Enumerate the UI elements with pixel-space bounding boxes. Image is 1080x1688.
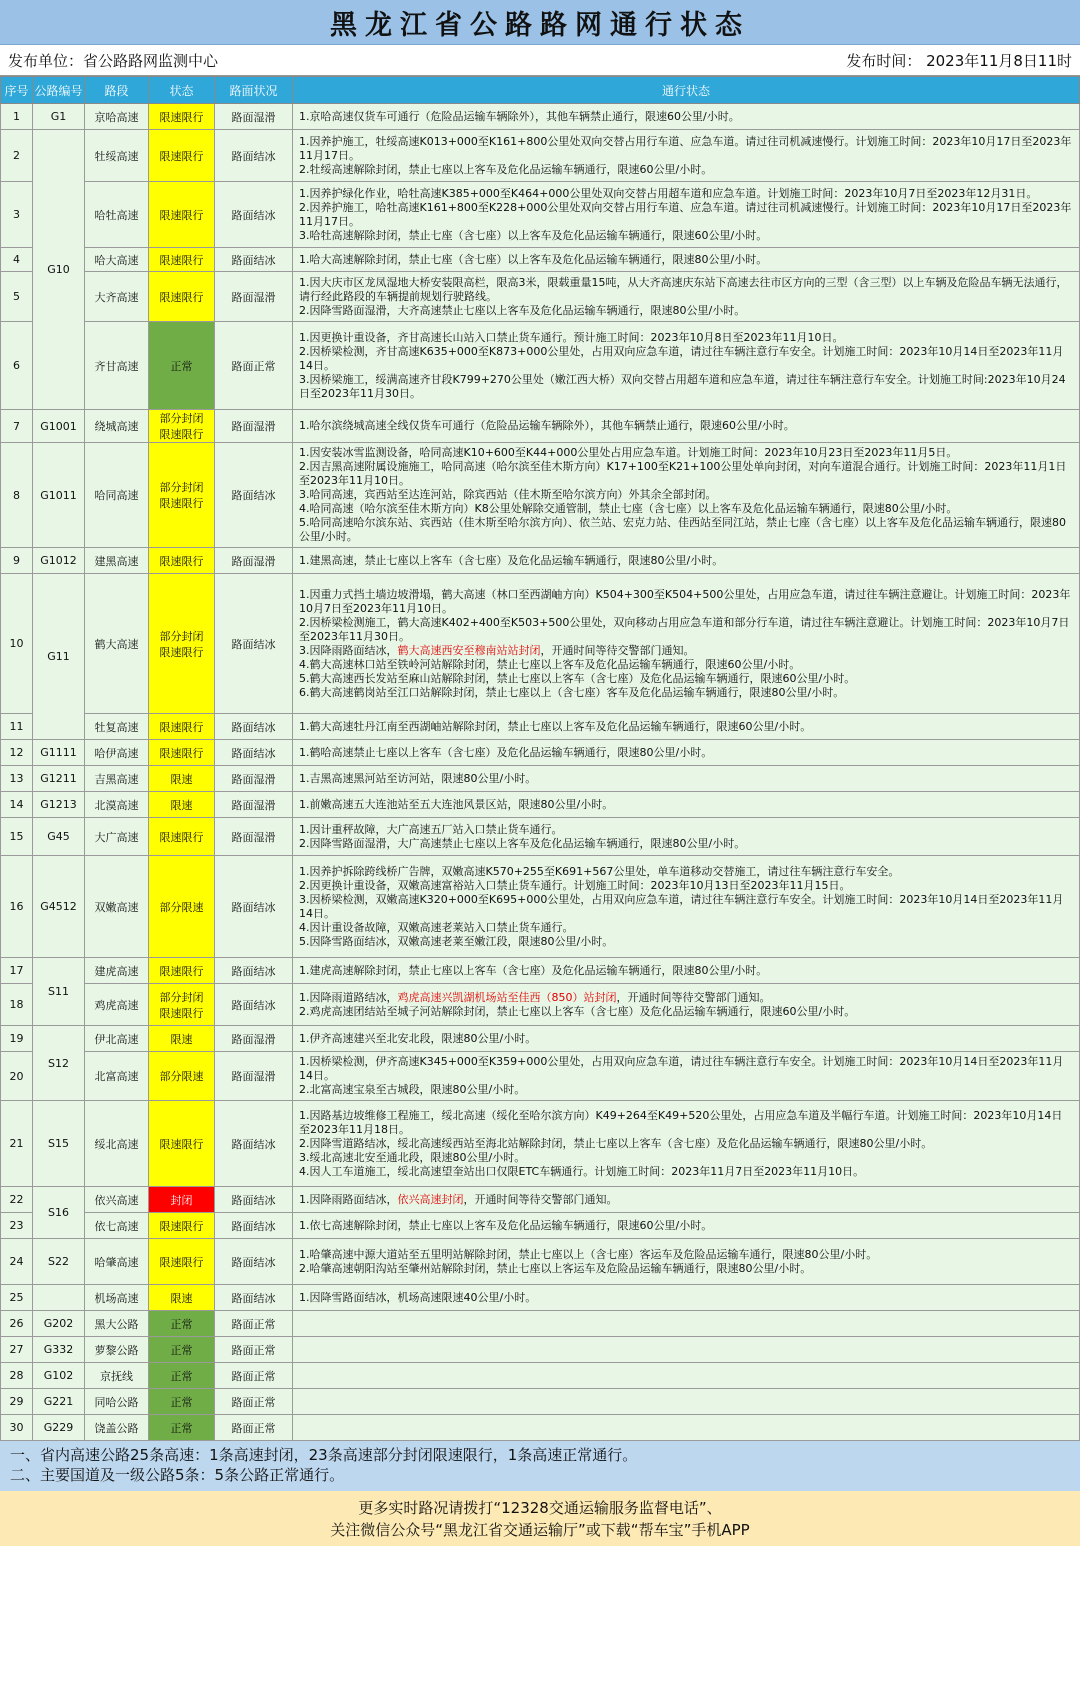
highway-code	[33, 1285, 85, 1311]
traffic-detail	[293, 792, 1080, 818]
highway-code: G4512	[33, 856, 85, 958]
surface-condition: 路面正常	[215, 1311, 293, 1337]
surface-condition: 路面湿滑	[215, 792, 293, 818]
status-badge: 限速限行	[149, 104, 215, 130]
traffic-detail	[293, 548, 1080, 574]
header-code: 公路编号	[33, 77, 85, 104]
traffic-detail	[293, 1239, 1080, 1285]
closure-highlight: 依兴高速封闭	[397, 1192, 464, 1206]
detail-line: 1.鹤大高速牡丹江南至西湖岫站解除封闭，禁止七座以上客车及危化品运输车辆通行，限速60公里/小时。	[299, 719, 812, 733]
row-number: 16	[1, 856, 33, 958]
row-number: 13	[1, 766, 33, 792]
traffic-detail	[293, 1337, 1080, 1363]
status-badge: 限速限行	[149, 182, 215, 248]
status-text: 部分封闭 限速限行	[159, 629, 204, 659]
contact-line: 关注微信公众号“黑龙江省交通运输厅”或下载“帮车宝”手机APP	[330, 1521, 750, 1539]
status-badge: 限速	[149, 1026, 215, 1052]
traffic-detail	[293, 984, 1080, 1026]
row-number: 24	[1, 1239, 33, 1285]
detail-line: 1.因养护绿化作业，哈牡高速K385+000至K464+000公里处双向交替占用超车道和应急车道。计划施工时间：2023年10月7日至2023年12月31日。	[299, 186, 1038, 200]
highway-code: S15	[33, 1101, 85, 1187]
detail-line: 1.因更换计重设备，齐甘高速长山站入口禁止货车通行。预计施工时间：2023年10月8日至2023年11月10日。	[299, 330, 844, 344]
road-section: 同哈公路	[85, 1389, 149, 1415]
highway-code: G45	[33, 818, 85, 856]
table-row	[1, 714, 1080, 740]
highway-code: G1213	[33, 792, 85, 818]
detail-line: 1.建虎高速解除封闭，禁止七座以上客车（含七座）及危化品运输车辆通行，限速80公里/小时。	[299, 963, 768, 977]
surface-condition: 路面正常	[215, 1337, 293, 1363]
surface-condition: 路面湿滑	[215, 1026, 293, 1052]
table-row	[1, 322, 1080, 410]
table-row	[1, 1285, 1080, 1311]
surface-condition: 路面结冰	[215, 1285, 293, 1311]
detail-line: 5.因降雪路面结冰，双嫩高速老莱至嫩江段，限速80公里/小时。	[299, 934, 614, 948]
surface-condition: 路面湿滑	[215, 1052, 293, 1101]
road-section: 牡复高速	[85, 714, 149, 740]
traffic-detail	[293, 1101, 1080, 1187]
detail-line: 2.因桥梁检测施工，鹤大高速K402+400至K503+500公里处，双向移动占用应急车道和部分行车道，请过往车辆注意避让。计划施工时间：2023年10月7日至2023年11月30日。	[299, 615, 1070, 643]
road-section: 哈伊高速	[85, 740, 149, 766]
detail-line: 4.因计重设备故障，双嫩高速老莱站入口禁止货车通行。	[299, 920, 574, 934]
table-row	[1, 792, 1080, 818]
surface-condition: 路面湿滑	[215, 272, 293, 322]
road-section: 绕城高速	[85, 410, 149, 443]
road-section: 大齐高速	[85, 272, 149, 322]
surface-condition: 路面正常	[215, 1415, 293, 1441]
publish-time: 发布时间： 2023年11月8日11时	[846, 51, 1072, 70]
surface-condition: 路面结冰	[215, 1187, 293, 1213]
road-section: 萝黎公路	[85, 1337, 149, 1363]
table-row	[1, 1311, 1080, 1337]
highway-code: G229	[33, 1415, 85, 1441]
row-number: 28	[1, 1363, 33, 1389]
row-number: 21	[1, 1101, 33, 1187]
status-badge: 限速限行	[149, 272, 215, 322]
status-text: 部分封闭 限速限行	[159, 481, 204, 510]
road-section: 绥北高速	[85, 1101, 149, 1187]
status-badge: 正常	[149, 1415, 215, 1441]
detail-line: 2.因降雪路面湿滑，大齐高速禁止七座以上客车及危化品运输车辆通行，限速80公里/小时。	[299, 303, 746, 317]
highway-code: G1012	[33, 548, 85, 574]
surface-condition: 路面正常	[215, 1389, 293, 1415]
detail-line: 1.因降雪路面结冰，机场高速限速40公里/小时。	[299, 1290, 537, 1304]
publish-bar	[0, 45, 1080, 76]
road-section: 北富高速	[85, 1052, 149, 1101]
status-badge: 正常	[149, 1337, 215, 1363]
road-section: 双嫩高速	[85, 856, 149, 958]
road-section: 哈牡高速	[85, 182, 149, 248]
traffic-detail	[293, 1285, 1080, 1311]
detail-line: 2.因降雪路面湿滑，大广高速禁止七座以上客车及危化品运输车辆通行，限速80公里/小时。	[299, 836, 746, 850]
row-number: 7	[1, 410, 33, 443]
status-badge	[149, 984, 215, 1026]
surface-condition: 路面结冰	[215, 714, 293, 740]
road-section: 建黑高速	[85, 548, 149, 574]
detail-line: 3.绥北高速北安至通北段，限速80公里/小时。	[299, 1150, 526, 1164]
status-badge: 正常	[149, 1389, 215, 1415]
table-row	[1, 182, 1080, 248]
surface-condition: 路面结冰	[215, 443, 293, 548]
road-section: 机场高速	[85, 1285, 149, 1311]
traffic-detail	[293, 104, 1080, 130]
surface-condition: 路面结冰	[215, 1213, 293, 1239]
detail-line: 1.建黑高速，禁止七座以上客车（含七座）及危化品运输车辆通行，限速80公里/小时。	[299, 553, 724, 567]
row-number: 15	[1, 818, 33, 856]
road-section: 吉黑高速	[85, 766, 149, 792]
contact-banner	[0, 1491, 1080, 1546]
highway-code: G1111	[33, 740, 85, 766]
status-text: 部分封闭 限速限行	[159, 990, 204, 1020]
road-section: 饶盖公路	[85, 1415, 149, 1441]
detail-line: 1.因安装冰雪监测设备，哈同高速K10+600至K44+000公里处占用应急车道。计划施工时间：2023年10月23日至2023年11月5日。	[299, 446, 958, 459]
detail-line: 2.鸡虎高速团结站至城子河站解除封闭，禁止七座以上客车（含七座）及危化品运输车辆通行，限速60公里/小时。	[299, 1004, 856, 1018]
table-row	[1, 1239, 1080, 1285]
traffic-detail	[293, 574, 1080, 714]
detail-line: 1.因重力式挡土墙边坡滑塌，鹤大高速（林口至西湖岫方向）K504+300至K504+500公里处，占用应急车道，请过往车辆注意避让。计划施工时间：2023年10月7日至2023年11月10日。	[299, 587, 1071, 615]
traffic-detail	[293, 714, 1080, 740]
status-badge: 正常	[149, 1363, 215, 1389]
publisher-label: 发布单位：省公路路网监测中心	[8, 51, 219, 70]
traffic-detail	[293, 182, 1080, 248]
row-number: 11	[1, 714, 33, 740]
traffic-detail	[293, 130, 1080, 182]
traffic-detail	[293, 1052, 1080, 1101]
row-number: 25	[1, 1285, 33, 1311]
row-number: 10	[1, 574, 33, 714]
status-badge	[149, 443, 215, 548]
detail-line: 1.因路基边坡维修工程施工，绥北高速（绥化至哈尔滨方向）K49+264至K49+520公里处，占用应急车道及半幅行车道。计划施工时间：2023年10月14日至2023年11月18日。	[299, 1108, 1063, 1136]
detail-line: 4.哈同高速（哈尔滨至佳木斯方向）K8公里处解除交通管制，禁止七座（含七座）以上客车及危化品运输车辆通行，限速80公里/小时。	[299, 502, 958, 515]
traffic-detail	[293, 248, 1080, 272]
header-no: 序号	[1, 77, 33, 104]
road-section: 建虎高速	[85, 958, 149, 984]
detail-line: 2.牡绥高速解除封闭，禁止七座以上客车及危化品运输车辆通行，限速60公里/小时。	[299, 162, 713, 176]
table-row	[1, 1415, 1080, 1441]
table-row	[1, 410, 1080, 443]
traffic-detail	[293, 272, 1080, 322]
table-row	[1, 548, 1080, 574]
highway-code: S16	[33, 1187, 85, 1239]
detail-line: 4.鹤大高速林口站至铁岭河站解除封闭，禁止七座以上客车及危化品运输车辆通行，限速60公里/小时。	[299, 657, 801, 671]
page-title: 黑龙江省公路路网通行状态	[0, 0, 1080, 45]
detail-line: 1.因计重秤故障，大广高速五厂站入口禁止货车通行。	[299, 822, 563, 836]
row-number: 19	[1, 1026, 33, 1052]
highway-code: G10	[33, 130, 85, 410]
detail-line: 1.前嫩高速五大连池站至五大连池风景区站，限速80公里/小时。	[299, 797, 614, 811]
surface-condition: 路面湿滑	[215, 104, 293, 130]
detail-line: 1.因降雨道路结冰，鸡虎高速兴凯湖机场站至佳西（850）站封闭，开通时间等待交警部门通知。	[299, 990, 771, 1004]
row-number: 12	[1, 740, 33, 766]
traffic-detail	[293, 958, 1080, 984]
table-row	[1, 984, 1080, 1026]
detail-line: 3.哈同高速，宾西站至达连河站，除宾西站（佳木斯至哈尔滨方向）外其余全部封闭。	[299, 488, 717, 501]
road-section: 哈同高速	[85, 443, 149, 548]
detail-line: 1.依七高速解除封闭，禁止七座以上客车及危化品运输车辆通行，限速60公里/小时。	[299, 1218, 713, 1232]
row-number: 26	[1, 1311, 33, 1337]
traffic-detail	[293, 443, 1080, 548]
surface-condition: 路面结冰	[215, 1101, 293, 1187]
header-detail: 通行状态	[293, 77, 1080, 104]
detail-line: 1.因养护施工，牡绥高速K013+000至K161+800公里处双向交替占用行车道、应急车道。请过往司机减速慢行。计划施工时间：2023年10月17日至2023年11月17日。	[299, 134, 1072, 162]
detail-line: 1.因降雨路面结冰，依兴高速封闭，开通时间等待交警部门通知。	[299, 1192, 618, 1206]
status-badge: 限速限行	[149, 740, 215, 766]
detail-line: 6.鹤大高速鹤岗站至江口站解除封闭，禁止七座以上（含七座）客车及危化品运输车辆通行，限速80公里/小时。	[299, 685, 845, 699]
highway-code: G1	[33, 104, 85, 130]
traffic-detail	[293, 1389, 1080, 1415]
status-badge: 正常	[149, 1311, 215, 1337]
road-section: 大广高速	[85, 818, 149, 856]
status-badge: 正常	[149, 322, 215, 410]
traffic-detail	[293, 818, 1080, 856]
table-header-row	[1, 77, 1080, 104]
table-row	[1, 443, 1080, 548]
status-badge: 限速	[149, 1285, 215, 1311]
detail-line: 1.哈肇高速中源大道站至五里明站解除封闭，禁止七座以上（含七座）客运车及危险品运输车通行，限速80公里/小时。	[299, 1247, 878, 1261]
table-row	[1, 1187, 1080, 1213]
highway-code: G1001	[33, 410, 85, 443]
surface-condition: 路面结冰	[215, 984, 293, 1026]
closure-highlight: 鸡虎高速兴凯湖机场站至佳西（850）站封闭	[397, 990, 617, 1004]
road-section: 依七高速	[85, 1213, 149, 1239]
row-number: 30	[1, 1415, 33, 1441]
traffic-detail	[293, 766, 1080, 792]
surface-condition: 路面结冰	[215, 740, 293, 766]
road-section: 哈肇高速	[85, 1239, 149, 1285]
detail-line: 2.北富高速宝泉至古城段，限速80公里/小时。	[299, 1083, 526, 1096]
road-section: 鹤大高速	[85, 574, 149, 714]
traffic-detail	[293, 856, 1080, 958]
status-text: 部分封闭 限速限行	[159, 412, 204, 441]
status-badge: 限速限行	[149, 130, 215, 182]
surface-condition: 路面湿滑	[215, 818, 293, 856]
header-road: 路段	[85, 77, 149, 104]
surface-condition: 路面结冰	[215, 1239, 293, 1285]
row-number: 14	[1, 792, 33, 818]
detail-line: 2.因桥梁检测，齐甘高速K635+000至K873+000公里处，占用双向应急车道，请过往车辆注意行车安全。计划施工时间：2023年10月14日至2023年11月14日。	[299, 344, 1064, 372]
traffic-detail	[293, 1026, 1080, 1052]
detail-line: 1.吉黑高速黑河站至访河站，限速80公里/小时。	[299, 771, 537, 785]
highway-code: G332	[33, 1337, 85, 1363]
road-section: 京哈高速	[85, 104, 149, 130]
detail-line: 2.因吉黑高速附属设施施工，哈同高速（哈尔滨至佳木斯方向）K17+100至K21+100公里处单向封闭，对向车道混合通行。计划施工时间：2023年11月1日至2023年11月10日。	[299, 460, 1067, 487]
status-badge: 限速限行	[149, 958, 215, 984]
detail-line: 4.因人工车道施工，绥北高速望奎站出口仅限ETC车辆通行。计划施工时间：2023年11月7日至2023年11月10日。	[299, 1164, 865, 1178]
closure-highlight: 鹤大高速西安至穆南站站封闭	[397, 643, 541, 657]
contact-line: 更多实时路况请拨打“12328交通运输服务监督电话”、	[358, 1499, 722, 1517]
status-badge: 部分限速	[149, 856, 215, 958]
status-badge: 限速限行	[149, 1101, 215, 1187]
status-badge: 限速限行	[149, 248, 215, 272]
highway-code: G202	[33, 1311, 85, 1337]
road-section: 依兴高速	[85, 1187, 149, 1213]
row-number: 17	[1, 958, 33, 984]
table-row	[1, 766, 1080, 792]
traffic-detail	[293, 740, 1080, 766]
road-status-table	[0, 76, 1080, 1441]
row-number: 3	[1, 182, 33, 248]
detail-line: 2.因更换计重设备，双嫩高速富裕站入口禁止货车通行。计划施工时间：2023年10月13日至2023年11月15日。	[299, 878, 851, 892]
highway-code: G1011	[33, 443, 85, 548]
table-row	[1, 1337, 1080, 1363]
surface-condition: 路面结冰	[215, 248, 293, 272]
detail-line: 2.因养护施工，哈牡高速K161+800至K228+000公里处双向交替占用行车道、应急车道。请过往司机减速慢行。计划施工时间：2023年10月17日至2023年11月17日。	[299, 200, 1072, 228]
highway-code: S11	[33, 958, 85, 1026]
detail-line: 1.因养护拆除跨线桥广告牌，双嫩高速K570+255至K691+567公里处，单车道移动交替施工，请过往车辆注意行车安全。	[299, 864, 900, 878]
road-section: 牡绥高速	[85, 130, 149, 182]
table-row	[1, 1101, 1080, 1187]
table-row	[1, 818, 1080, 856]
row-number: 4	[1, 248, 33, 272]
surface-condition: 路面结冰	[215, 856, 293, 958]
surface-condition: 路面正常	[215, 322, 293, 410]
row-number: 22	[1, 1187, 33, 1213]
surface-condition: 路面结冰	[215, 958, 293, 984]
status-badge	[149, 574, 215, 714]
detail-line: 3.因降雨路面结冰，鹤大高速西安至穆南站站封闭，开通时间等待交警部门通知。	[299, 643, 695, 657]
row-number: 2	[1, 130, 33, 182]
summary-footer	[0, 1441, 1080, 1491]
status-badge: 限速限行	[149, 714, 215, 740]
detail-line: 2.哈肇高速朝阳沟站至肇州站解除封闭，禁止七座以上客运车及危险品运输车辆通行，限速80公里/小时。	[299, 1261, 812, 1275]
traffic-detail	[293, 1213, 1080, 1239]
traffic-detail	[293, 1311, 1080, 1337]
row-number: 8	[1, 443, 33, 548]
detail-line: 1.因大庆市区龙凤湿地大桥安装限高栏，限高3米，限载重量15吨，从大齐高速庆东站下高速去往市区方向的三型（含三型）以上车辆及危险品车辆无法通行，请行经此路段的车辆提前规划行驶路线。	[299, 275, 1068, 303]
table-body	[1, 104, 1080, 1441]
detail-line: 1.京哈高速仅货车可通行（危险品运输车辆除外），其他车辆禁止通行，限速60公里/小时。	[299, 109, 740, 123]
surface-condition: 路面结冰	[215, 130, 293, 182]
status-badge: 限速限行	[149, 548, 215, 574]
road-section: 鸡虎高速	[85, 984, 149, 1026]
row-number: 20	[1, 1052, 33, 1101]
traffic-detail	[293, 1415, 1080, 1441]
detail-line: 1.哈大高速解除封闭，禁止七座（含七座）以上客车及危化品运输车辆通行，限速80公里/小时。	[299, 252, 768, 266]
table-row	[1, 1052, 1080, 1101]
summary-line: 二、主要国道及一级公路5条：5条公路正常通行。	[10, 1466, 345, 1484]
traffic-detail	[293, 410, 1080, 443]
traffic-detail	[293, 322, 1080, 410]
status-badge	[149, 410, 215, 443]
road-section: 北漠高速	[85, 792, 149, 818]
detail-line: 1.伊齐高速建兴至北安北段，限速80公里/小时。	[299, 1031, 537, 1045]
row-number: 5	[1, 272, 33, 322]
road-section: 黑大公路	[85, 1311, 149, 1337]
detail-line: 2.因降雪道路结冰，绥北高速绥西站至海北站解除封闭，禁止七座以上客车（含七座）及危化品运输车辆通行，限速80公里/小时。	[299, 1136, 933, 1150]
road-section: 伊北高速	[85, 1026, 149, 1052]
table-row	[1, 740, 1080, 766]
detail-line: 1.因桥梁检测，伊齐高速K345+000至K359+000公里处，占用双向应急车道，请过往车辆注意行车安全。计划施工时间：2023年10月14日至2023年11月14日。	[299, 1055, 1064, 1082]
status-badge: 封闭	[149, 1187, 215, 1213]
table-row	[1, 1026, 1080, 1052]
table-row	[1, 130, 1080, 182]
status-badge: 限速	[149, 766, 215, 792]
row-number: 1	[1, 104, 33, 130]
summary-line: 一、省内高速公路25条高速：1条高速封闭，23条高速部分封闭限速限行，1条高速正常通行。	[10, 1446, 638, 1464]
table-row	[1, 248, 1080, 272]
row-number: 27	[1, 1337, 33, 1363]
table-row	[1, 1213, 1080, 1239]
table-row	[1, 958, 1080, 984]
table-row	[1, 856, 1080, 958]
status-badge: 限速	[149, 792, 215, 818]
header-status: 状态	[149, 77, 215, 104]
surface-condition: 路面湿滑	[215, 766, 293, 792]
highway-code: S22	[33, 1239, 85, 1285]
table-row	[1, 1363, 1080, 1389]
detail-line: 1.鹤哈高速禁止七座以上客车（含七座）及危化品运输车辆通行，限速80公里/小时。	[299, 745, 713, 759]
detail-line: 3.因桥梁施工，绥满高速齐甘段K799+270公里处（嫩江西大桥）双向交替占用超车道和应急车道，请过往车辆注意行车安全。计划施工时间:2023年10月24日至2023年11月30日。	[299, 372, 1066, 400]
row-number: 23	[1, 1213, 33, 1239]
road-section: 齐甘高速	[85, 322, 149, 410]
highway-code: G221	[33, 1389, 85, 1415]
road-section: 哈大高速	[85, 248, 149, 272]
road-section: 京抚线	[85, 1363, 149, 1389]
highway-code: G1211	[33, 766, 85, 792]
highway-code: S12	[33, 1026, 85, 1101]
table-row	[1, 574, 1080, 714]
header-condition: 路面状况	[215, 77, 293, 104]
detail-line: 5.哈同高速哈尔滨东站、宾西站（佳木斯至哈尔滨方向）、依兰站、宏克力站、佳西站至同江站，禁止七座（含七座）以上客车及危化品运输车辆通行，限速80公里/小时。	[299, 516, 1066, 543]
row-number: 18	[1, 984, 33, 1026]
traffic-detail	[293, 1363, 1080, 1389]
table-row	[1, 1389, 1080, 1415]
highway-code: G11	[33, 574, 85, 740]
status-badge: 限速限行	[149, 1213, 215, 1239]
detail-line: 3.因桥梁检测，双嫩高速K320+000至K695+000公里处，占用双向应急车道，请过往车辆注意行车安全。计划施工时间：2023年10月14日至2023年11月14日。	[299, 892, 1064, 920]
row-number: 29	[1, 1389, 33, 1415]
highway-code: G102	[33, 1363, 85, 1389]
surface-condition: 路面结冰	[215, 574, 293, 714]
traffic-detail	[293, 1187, 1080, 1213]
status-badge: 限速限行	[149, 818, 215, 856]
surface-condition: 路面湿滑	[215, 548, 293, 574]
status-badge: 限速限行	[149, 1239, 215, 1285]
detail-line: 5.鹤大高速西长发站至麻山站解除封闭，禁止七座以上客车（含七座）及危化品运输车辆通行，限速60公里/小时。	[299, 671, 856, 685]
row-number: 9	[1, 548, 33, 574]
detail-line: 1.哈尔滨绕城高速全线仅货车可通行（危险品运输车辆除外），其他车辆禁止通行，限速60公里/小时。	[299, 419, 795, 432]
table-row	[1, 272, 1080, 322]
surface-condition: 路面湿滑	[215, 410, 293, 443]
status-badge: 部分限速	[149, 1052, 215, 1101]
row-number: 6	[1, 322, 33, 410]
table-row	[1, 104, 1080, 130]
detail-line: 3.哈牡高速解除封闭，禁止七座（含七座）以上客车及危化品运输车辆通行，限速60公里/小时。	[299, 228, 768, 242]
surface-condition: 路面正常	[215, 1363, 293, 1389]
surface-condition: 路面结冰	[215, 182, 293, 248]
